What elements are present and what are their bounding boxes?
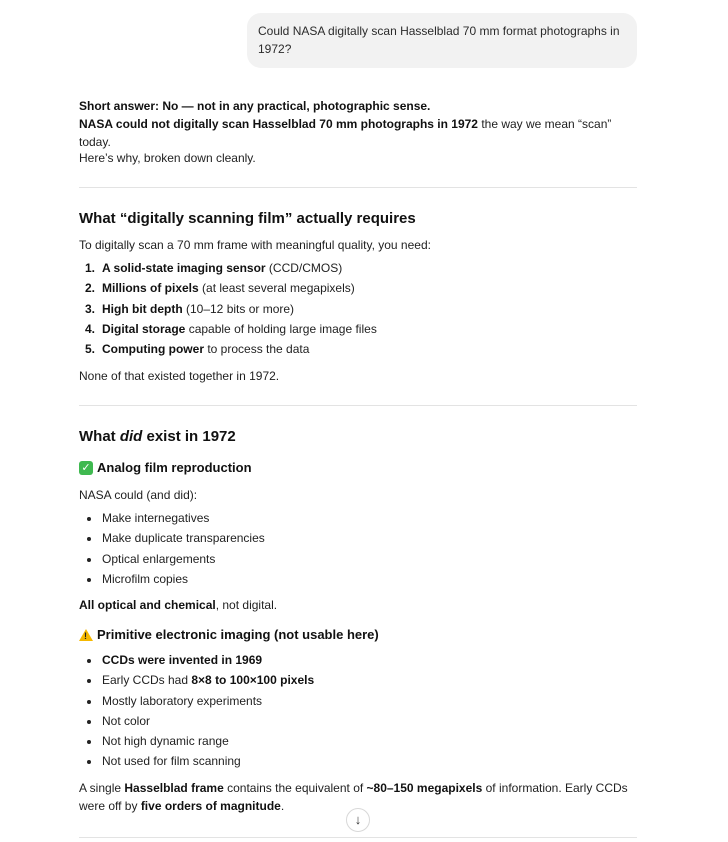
bullet <box>87 558 91 562</box>
list-item <box>79 509 639 529</box>
section1-lead <box>79 236 639 254</box>
list-item <box>79 259 639 279</box>
item-text: Optical enlargements <box>102 551 216 566</box>
section1-closing <box>79 367 639 385</box>
closing-g: . <box>280 799 285 813</box>
item-bold: Millions of pixels <box>102 281 199 296</box>
list-item <box>79 550 639 570</box>
subheading-analog-text: Analog film reproduction <box>97 460 252 475</box>
item-bold: 8×8 to 100×100 pixels <box>191 673 315 688</box>
scroll-down-button[interactable] <box>346 808 370 832</box>
arrow-down-icon: ↓ <box>354 812 362 827</box>
item-rest: to process the data <box>204 342 310 357</box>
item-rest: (10–12 bits or more) <box>182 301 295 316</box>
item-bold: A solid-state imaging sensor <box>102 261 266 275</box>
item-text: Microfilm copies <box>102 571 189 586</box>
bullet <box>87 537 91 541</box>
list-item <box>79 712 639 732</box>
list-number: 1. <box>85 261 96 275</box>
list-number: 5. <box>85 342 96 357</box>
intro-l2b: 1972 <box>451 117 478 131</box>
list-item <box>79 651 639 671</box>
item-a: Not high dynamic range <box>102 734 229 749</box>
list-item <box>79 732 639 752</box>
user-message-text: Could NASA digitally scan Hasselblad 70 mm format photographs in 1972? <box>258 24 620 56</box>
short-answer <box>79 97 639 115</box>
intro-l2c: the way we mean “scan” today. <box>79 117 612 149</box>
intro-line-2 <box>79 115 639 151</box>
electronic-list <box>79 651 639 773</box>
item-bold: CCDs were invented in 1969 <box>102 653 263 667</box>
list-number: 2. <box>85 281 96 296</box>
section1-lead-text: To digitally scan a 70 mm frame with meaningful quality, you need: <box>79 238 431 252</box>
analog-list <box>79 509 639 590</box>
closing-f: five orders of magnitude <box>140 799 281 813</box>
analog-closing-bold: All optical and chemical <box>79 598 216 612</box>
list-item <box>79 671 639 691</box>
closing-e: of information. Early CCDs were off by <box>79 781 628 813</box>
item-a: Not color <box>102 713 151 728</box>
analog-closing <box>79 596 639 614</box>
divider <box>79 187 637 188</box>
bullet <box>87 659 91 663</box>
subheading-analog <box>79 460 252 475</box>
item-bold: Computing power <box>102 342 204 357</box>
item-bold: Digital storage <box>102 321 186 336</box>
subheading-electronic-text: Primitive electronic imaging (not usable here) <box>97 627 379 642</box>
closing-b: Hasselblad frame <box>124 781 224 795</box>
analog-lead <box>79 486 639 504</box>
list-item <box>79 529 639 549</box>
item-text: Make duplicate transparencies <box>102 531 265 546</box>
closing-c: contains the equivalent of <box>223 781 367 795</box>
bullet <box>87 700 91 704</box>
bullet <box>87 720 91 724</box>
item-a: Not used for film scanning <box>102 754 241 769</box>
list-item <box>79 320 639 340</box>
section-heading-1972 <box>79 428 236 445</box>
item-a: Mostly laboratory experiments <box>102 693 263 708</box>
item-rest: (at least several megapixels) <box>198 281 355 296</box>
bullet <box>87 760 91 764</box>
closing-d: ~80–150 megapixels <box>366 781 483 795</box>
bullet <box>87 740 91 744</box>
list-item <box>79 570 639 590</box>
item-rest: capable of holding large image files <box>185 321 377 336</box>
subheading-electronic <box>79 627 379 642</box>
heading-b: exist in 1972 <box>142 428 236 445</box>
item-bold: High bit depth <box>102 301 183 316</box>
divider <box>79 837 637 838</box>
intro-line-3 <box>79 149 639 167</box>
warning-icon: ! <box>79 629 93 641</box>
short-answer-text: Short answer: No — not in any practical, photographic sense. <box>79 99 431 113</box>
analog-closing-text <box>79 596 639 614</box>
intro-l3: Here’s why, broken down cleanly. <box>79 151 256 165</box>
bullet <box>87 578 91 582</box>
bullet <box>87 517 91 521</box>
heading-a: What <box>79 428 120 445</box>
closing-a: A single <box>79 781 125 795</box>
section-heading-requirements: What “digitally scanning film” actually requires <box>79 210 416 227</box>
list-item <box>79 300 639 320</box>
list-number: 4. <box>85 321 96 336</box>
analog-closing-rest: , not digital. <box>215 598 278 612</box>
user-message-bubble <box>247 13 637 68</box>
bullet <box>87 679 91 683</box>
item-a: Early CCDs had <box>102 673 192 688</box>
divider <box>79 405 637 406</box>
intro-block <box>79 97 639 151</box>
check-icon: ✓ <box>79 461 93 475</box>
list-item <box>79 340 639 360</box>
item-text: Make internegatives <box>102 511 210 525</box>
list-item <box>79 692 639 712</box>
analog-lead-text: NASA could (and did): <box>79 488 198 502</box>
list-item <box>79 752 639 772</box>
list-number: 3. <box>85 301 96 316</box>
requirements-list <box>79 259 639 360</box>
heading-em: did <box>119 428 143 445</box>
intro-l2a: NASA could not digitally scan Hasselblad 70 mm photographs in <box>79 117 452 131</box>
list-item <box>79 279 639 299</box>
section1-closing-text: None of that existed together in 1972. <box>79 369 280 383</box>
item-rest: (CCD/CMOS) <box>265 261 343 275</box>
